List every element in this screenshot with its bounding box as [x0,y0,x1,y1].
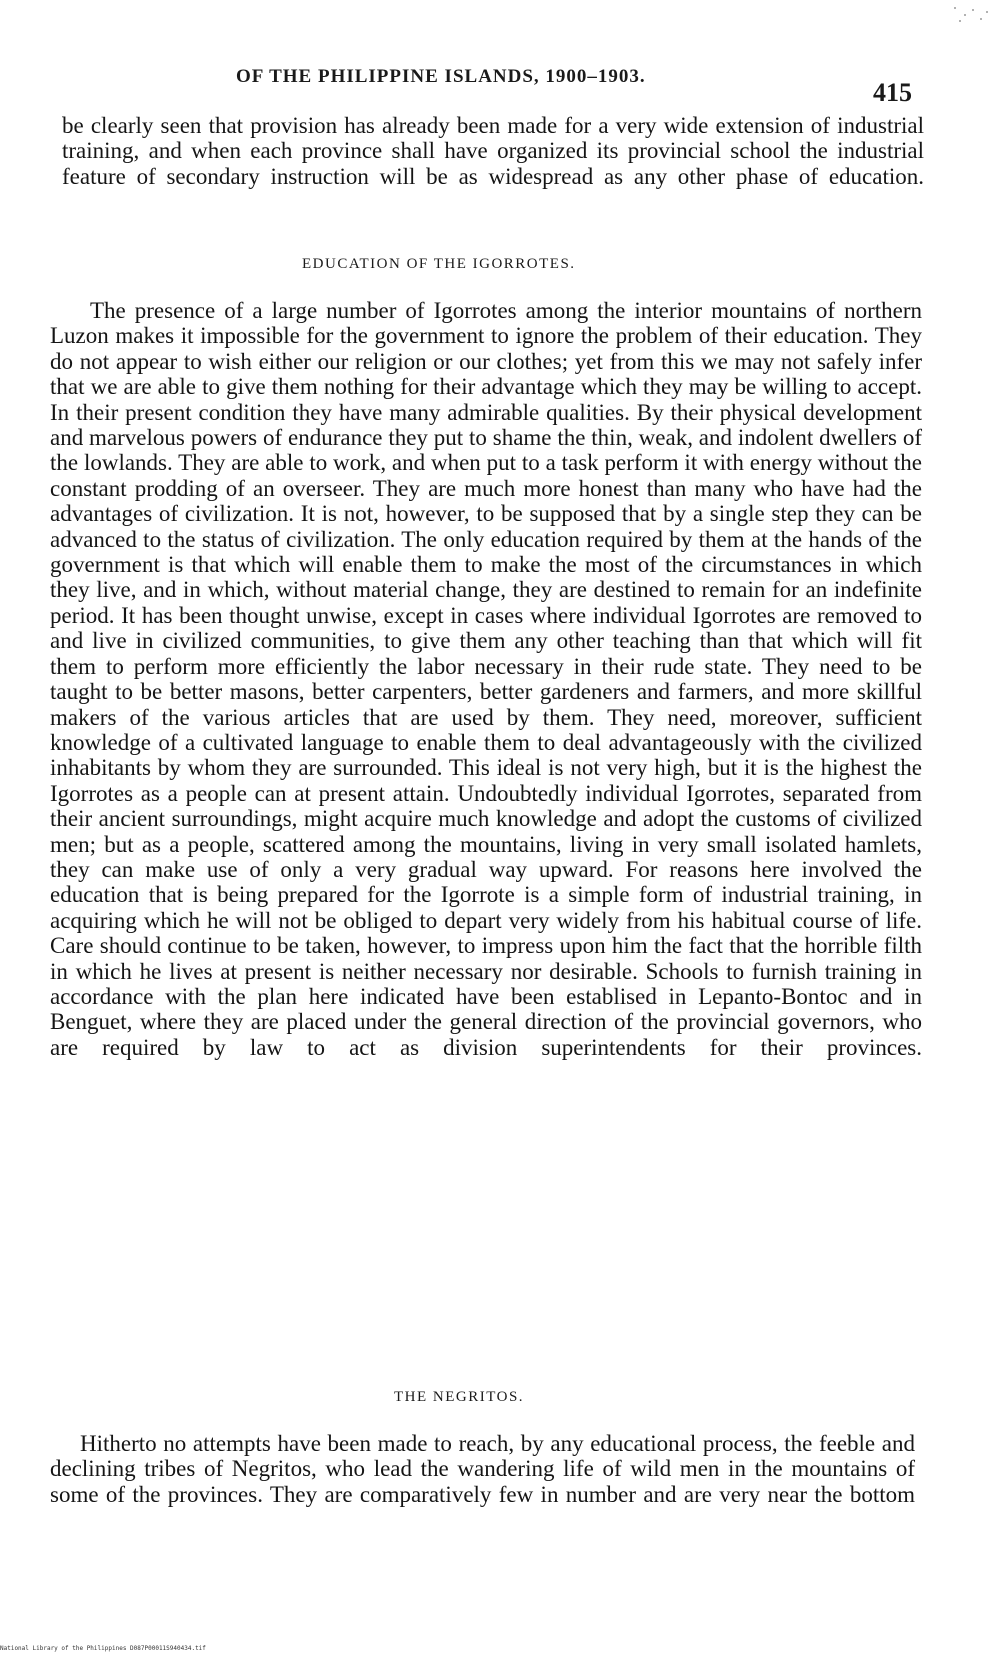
scan-speckle-marks [950,4,990,26]
section-heading-negritos: THE NEGRITOS. [394,1389,525,1405]
section-heading-igorrotes: EDUCATION OF THE IGORROTES. [302,256,576,272]
running-head-title: OF THE PHILIPPINE ISLANDS, 1900–1903. [236,66,646,87]
igorrotes-paragraph: The presence of a large number of Igorrotes among the interior mountains of northern Luzon makes it impossible for the government to ignore the problem of their education. They do not appear to wish either our religion or our clothes; yet from this we may not safely infer that we are able to give them nothing for their advantage which they may be willing to accept. In their present condition they have many admirable qualities. By their physical development and marvelous powers of endurance they put to shame the thin, weak, and indolent dwellers of the lowlands. They are able to work, and when put to a task perform it with energy without the constant prodding of an overseer. They are much more honest than many who have had the advantages of civilization. It is not, however, to be supposed that by a single step they can be advanced to the status of civilization. The only education required by them at the hands of the government is that which will enable them to make the most of the circumstances in which they live, and in which, without material change, they are destined to remain for an indefinite period. It has been thought unwise, except in cases where individual Igorrotes are removed to and live in civilized communities, to give them any other teaching than that which will fit them to perform more efficiently the labor necessary in their rude state. They need to be taught to be better masons, better carpenters, better gardeners and farmers, and more skillful makers of the various articles that are used by them. They need, moreover, sufficient knowledge of a cultivated language to enable them to deal advantageously with the civilized inhabitants by whom they are surrounded. This ideal is not very high, but it is the highest the Igorrotes as a people can at present attain. Undoubtedly individual Igorrotes, separated from their ancient surroundings, might acquire much knowledge and adopt the customs of civilized men; but as a people, scattered among the mountains, living in very small isolated hamlets, they can make use of only a very gradual way upward. For reasons here involved the education that is being prepared for the Igorrote is a simple form of industrial training, in acquiring which he will not be obliged to depart very widely from his habitual course of life. Care should continue to be taken, however, to impress upon him the fact that the horrible filth in which he lives at present is neither necessary nor desirable. Schools to furnish training in accordance with the plan here indicated have been establised in Lepanto-Bontoc and in Benguet, where they are placed under the general direction of the provincial governors, who are required by law to act as division superintendents for their provinces. [50,298,922,1060]
scan-credit-footer: National Library of the Philippines D087P00011S940434.tif [0,1645,206,1652]
negritos-paragraph: Hitherto no attempts have been made to reach, by any educational process, the feeble and declining tribes of Negritos, who lead the wandering life of wild men in the mountains of some of the provinces. They are comparatively few in number and are very near the bottom [50,1431,915,1507]
intro-paragraph: be clearly seen that provision has already been made for a very wide extension of industrial training, and when each province shall have organized its provincial school the industrial feature of secondary instruction will be as widespread as any other phase of education. [62,113,924,189]
page-number: 415 [873,78,912,107]
